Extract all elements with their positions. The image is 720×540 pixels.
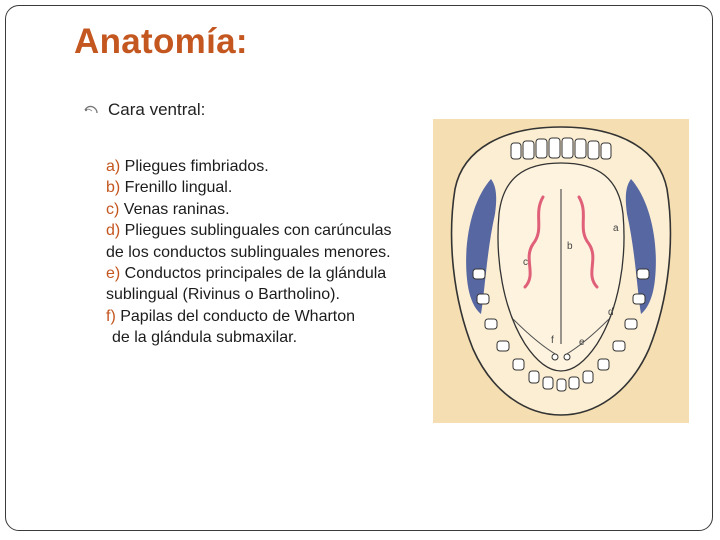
item-letter: f) <box>106 307 116 325</box>
item-text: de la glándula submaxilar. <box>112 329 298 347</box>
list-item <box>106 327 436 348</box>
figure-label: e <box>579 337 585 348</box>
figure-label: f <box>551 335 554 346</box>
wharton-papilla-right <box>564 354 570 360</box>
item-letter: a) <box>106 158 121 175</box>
bullet-item <box>84 100 205 120</box>
list-item <box>106 199 436 220</box>
item-text: Conductos principales de la glándula <box>120 265 387 283</box>
figure-label: a <box>613 223 619 234</box>
figure-label: b <box>567 241 573 252</box>
tongue-diagram <box>433 119 689 423</box>
wharton-papilla-left <box>552 354 558 360</box>
item-text: Pliegues fimbriados. <box>120 158 269 175</box>
item-text: Papilas del conducto de Wharton <box>115 307 356 325</box>
list-item <box>106 263 436 284</box>
slide-title: Anatomía: <box>74 22 248 61</box>
item-text: Pliegues sublinguales con carúnculas <box>120 222 392 240</box>
list-item <box>106 306 436 327</box>
item-text: sublingual (Rivinus o Bartholino). <box>106 286 340 304</box>
definition-list <box>106 156 436 349</box>
list-item <box>106 284 436 305</box>
item-letter: d) <box>106 222 121 240</box>
item-letter: c) <box>106 200 120 218</box>
item-letter: b) <box>106 179 121 197</box>
item-text: Frenillo lingual. <box>120 179 233 197</box>
item-text: de los conductos sublinguales menores. <box>106 243 391 261</box>
item-letter: e) <box>106 265 121 283</box>
item-text: Venas raninas. <box>119 200 230 218</box>
list-item <box>106 177 436 198</box>
list-item <box>106 242 436 263</box>
list-item <box>106 156 436 177</box>
figure-label: d <box>608 307 614 318</box>
slide-frame <box>5 5 713 531</box>
list-item <box>106 220 436 241</box>
bullet-text: Cara ventral: <box>108 100 206 119</box>
tongue-illustration <box>433 119 689 423</box>
bullet-icon <box>84 103 98 117</box>
figure-label: c <box>523 257 528 268</box>
